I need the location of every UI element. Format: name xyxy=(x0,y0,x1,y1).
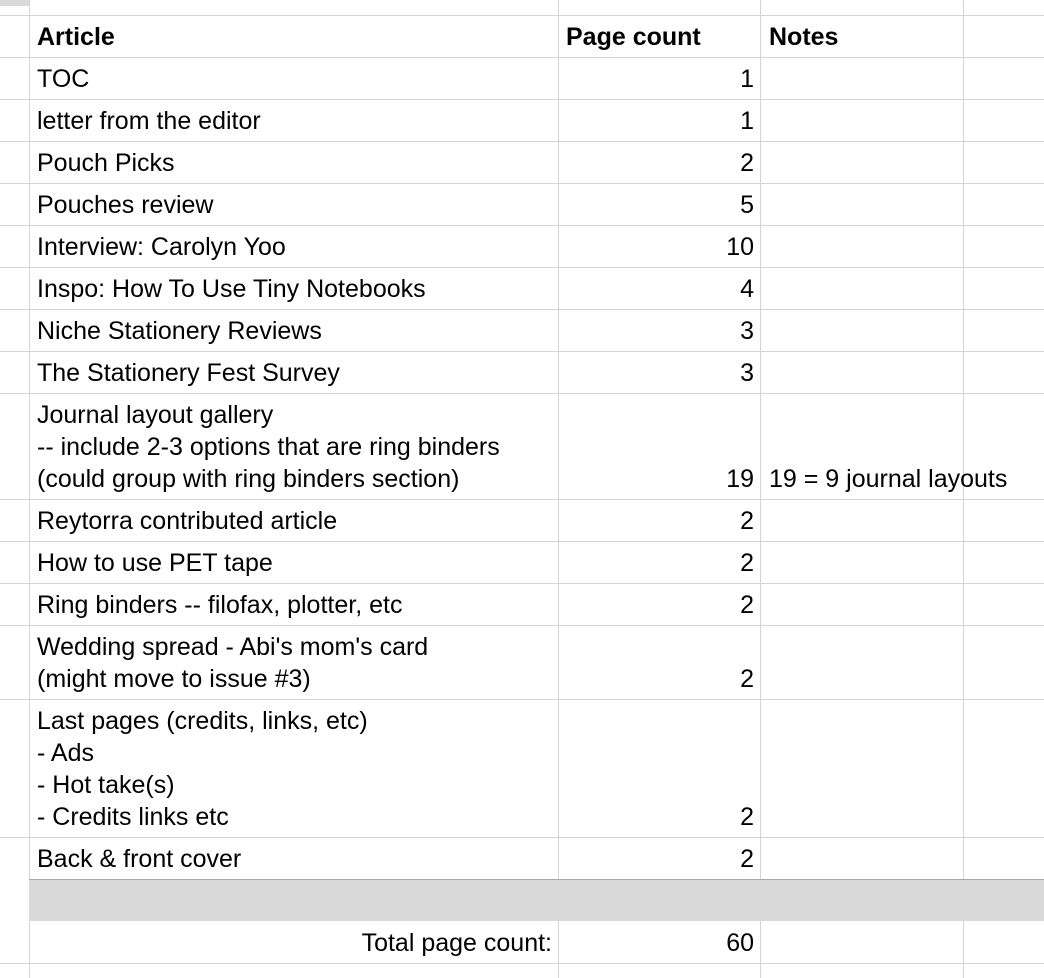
select-all-corner[interactable] xyxy=(0,0,29,6)
article-line: Journal layout gallery xyxy=(37,401,274,429)
total-value-cell[interactable]: 60 xyxy=(726,929,754,957)
notes-cell[interactable]: 19 = 9 journal layouts xyxy=(769,465,1008,493)
page-count-cell[interactable]: 2 xyxy=(740,845,754,873)
row-divider xyxy=(0,309,1044,310)
article-line: Last pages (credits, links, etc) xyxy=(37,707,368,735)
article-cell[interactable]: Pouch Picks xyxy=(37,149,175,177)
article-line: Wedding spread - Abi's mom's card xyxy=(37,633,429,661)
row-divider xyxy=(0,699,1044,700)
column-divider xyxy=(760,0,761,978)
row-divider xyxy=(0,351,1044,352)
article-cell[interactable]: Inspo: How To Use Tiny Notebooks xyxy=(37,275,426,303)
page-count-cell[interactable]: 3 xyxy=(740,317,754,345)
article-cell[interactable]: The Stationery Fest Survey xyxy=(37,359,340,387)
header-notes[interactable]: Notes xyxy=(769,23,839,51)
page-count-cell[interactable]: 2 xyxy=(740,549,754,577)
total-label-cell[interactable]: Total page count: xyxy=(361,929,552,957)
page-count-cell[interactable]: 3 xyxy=(740,359,754,387)
article-cell[interactable]: Niche Stationery Reviews xyxy=(37,317,322,345)
column-divider xyxy=(29,0,30,978)
article-cell[interactable]: Pouches review xyxy=(37,191,214,219)
row-divider xyxy=(0,625,1044,626)
row-divider xyxy=(0,583,1044,584)
article-cell[interactable]: letter from the editor xyxy=(37,107,261,135)
article-line: (could group with ring binders section) xyxy=(37,465,460,493)
article-cell[interactable]: How to use PET tape xyxy=(37,549,273,577)
article-cell[interactable]: Back & front cover xyxy=(37,845,242,873)
page-count-cell[interactable]: 2 xyxy=(740,149,754,177)
article-cell[interactable]: Interview: Carolyn Yoo xyxy=(37,233,286,261)
row-divider xyxy=(0,837,1044,838)
row-divider xyxy=(0,225,1044,226)
header-page-count[interactable]: Page count xyxy=(566,23,701,51)
row-divider xyxy=(0,963,1044,964)
row-divider xyxy=(0,499,1044,500)
row-divider xyxy=(0,183,1044,184)
article-line: - Hot take(s) xyxy=(37,771,175,799)
article-cell[interactable]: Ring binders -- filofax, plotter, etc xyxy=(37,591,403,619)
article-cell-multiline[interactable] xyxy=(37,631,428,695)
row-divider xyxy=(0,541,1044,542)
row-divider xyxy=(0,57,1044,58)
row-divider xyxy=(0,267,1044,268)
article-cell[interactable]: TOC xyxy=(37,65,90,93)
row-divider xyxy=(0,99,1044,100)
gray-separator-row[interactable] xyxy=(29,879,1044,921)
article-line: -- include 2-3 options that are ring binders xyxy=(37,433,500,461)
article-cell-multiline[interactable] xyxy=(37,705,368,833)
page-count-cell[interactable]: 5 xyxy=(740,191,754,219)
page-count-cell[interactable]: 2 xyxy=(740,507,754,535)
article-line: - Ads xyxy=(37,739,94,767)
page-count-cell[interactable]: 10 xyxy=(726,233,754,261)
page-count-cell[interactable]: 1 xyxy=(740,65,754,93)
page-count-cell[interactable]: 2 xyxy=(740,803,754,831)
header-article[interactable]: Article xyxy=(37,23,115,51)
row-divider xyxy=(0,393,1044,394)
page-count-cell[interactable]: 2 xyxy=(740,665,754,693)
row-divider xyxy=(0,15,1044,16)
article-cell-multiline[interactable] xyxy=(37,399,500,495)
page-count-cell[interactable]: 1 xyxy=(740,107,754,135)
page-count-cell[interactable]: 19 xyxy=(726,465,754,493)
article-cell[interactable]: Reytorra contributed article xyxy=(37,507,338,535)
page-count-cell[interactable]: 4 xyxy=(740,275,754,303)
article-line: (might move to issue #3) xyxy=(37,665,311,693)
page-count-cell[interactable]: 2 xyxy=(740,591,754,619)
row-divider xyxy=(0,141,1044,142)
article-line: - Credits links etc xyxy=(37,803,229,831)
